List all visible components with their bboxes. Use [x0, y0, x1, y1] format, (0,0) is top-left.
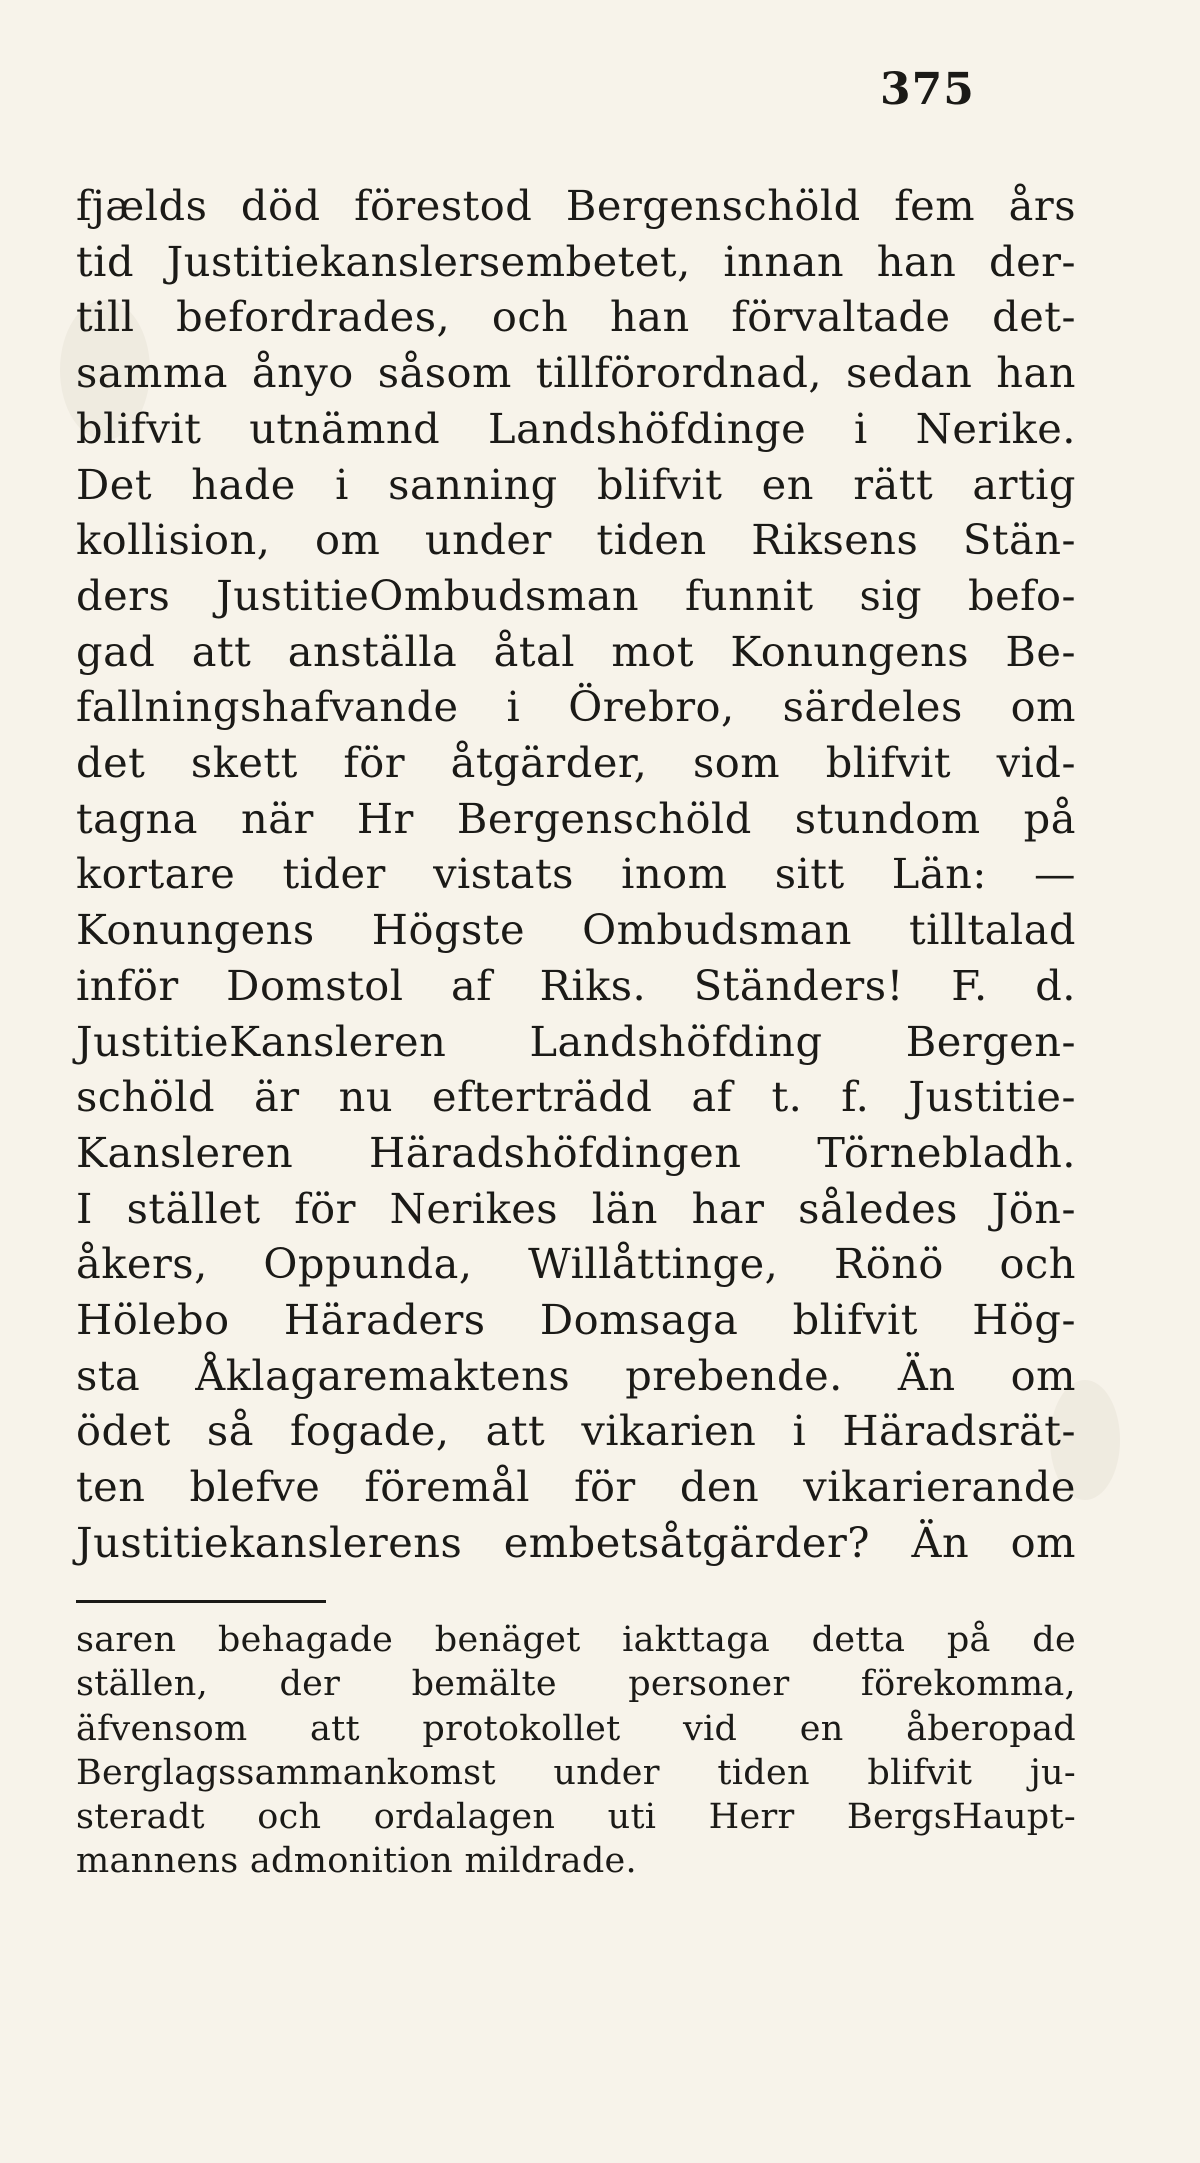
- text-line: samma ånyo såsom tillförordnad, sedan han: [76, 348, 1076, 398]
- page-number: 375: [880, 64, 975, 115]
- text-line: Berglagssammankomst under tiden blifvit ju-: [76, 1752, 1076, 1793]
- text-line: inför Domstol af Riks. Ständers! F. d.: [76, 960, 1076, 1010]
- text-line: ten blefve föremål för den vikarierande: [76, 1462, 1076, 1512]
- footnote: [76, 1618, 1076, 1884]
- text-line: ställen, der bemälte personer förekomma,: [76, 1664, 1076, 1705]
- text-line: I stället för Nerikes län har således Jön-: [76, 1183, 1076, 1233]
- text-line: Hölebo Häraders Domsaga blifvit Hög-: [76, 1295, 1076, 1345]
- text-line: blifvit utnämnd Landshöfdinge i Nerike.: [76, 403, 1076, 453]
- text-line: JustitieKansleren Landshöfding Bergen-: [76, 1016, 1076, 1066]
- text-line: ders JustitieOmbudsman funnit sig befo-: [76, 570, 1076, 620]
- text-line: Det hade i sanning blifvit en rätt artig: [76, 459, 1076, 509]
- text-line: kollision, om under tiden Riksens Stän-: [76, 515, 1076, 565]
- text-line: fjælds död förestod Bergenschöld fem års: [76, 181, 1076, 230]
- text-line: Konungens Högste Ombudsman tilltalad: [76, 905, 1076, 955]
- text-line: till befordrades, och han förvaltade det-: [76, 292, 1076, 342]
- text-line: kortare tider vistats inom sitt Län: —: [76, 849, 1076, 899]
- text-line: schöld är nu efterträdd af t. f. Justitie-: [76, 1072, 1076, 1122]
- text-line: mannens admonition mildrade.: [76, 1841, 637, 1882]
- text-line: det skett för åtgärder, som blifvit vid-: [76, 738, 1076, 788]
- text-line: tid Justitiekanslersembetet, innan han der-: [76, 236, 1076, 286]
- text-line: åkers, Oppunda, Willåttinge, Rönö och: [76, 1239, 1076, 1289]
- text-line: steradt och ordalagen uti Herr BergsHaupt-: [76, 1797, 1076, 1838]
- text-line: äfvensom att protokollet vid en åberopad: [76, 1708, 1076, 1749]
- text-line: saren behagade benäget iakttaga detta på de: [76, 1620, 1076, 1660]
- text-line: tagna när Hr Bergenschöld stundom på: [76, 793, 1076, 843]
- footnote-rule: [76, 1600, 326, 1603]
- text-line: ödet så fogade, att vikarien i Häradsrät-: [76, 1406, 1076, 1456]
- body-text: [76, 178, 1076, 1571]
- text-line: Justitiekanslerens embetsåtgärder? Än om: [76, 1517, 1076, 1567]
- text-line: sta Åklagaremaktens prebende. Än om: [76, 1350, 1076, 1400]
- text-line: Kansleren Häradshöfdingen Törnebladh.: [76, 1127, 1076, 1177]
- text-line: fallningshafvande i Örebro, särdeles om: [76, 682, 1076, 732]
- text-line: gad att anställa åtal mot Konungens Be-: [76, 626, 1076, 676]
